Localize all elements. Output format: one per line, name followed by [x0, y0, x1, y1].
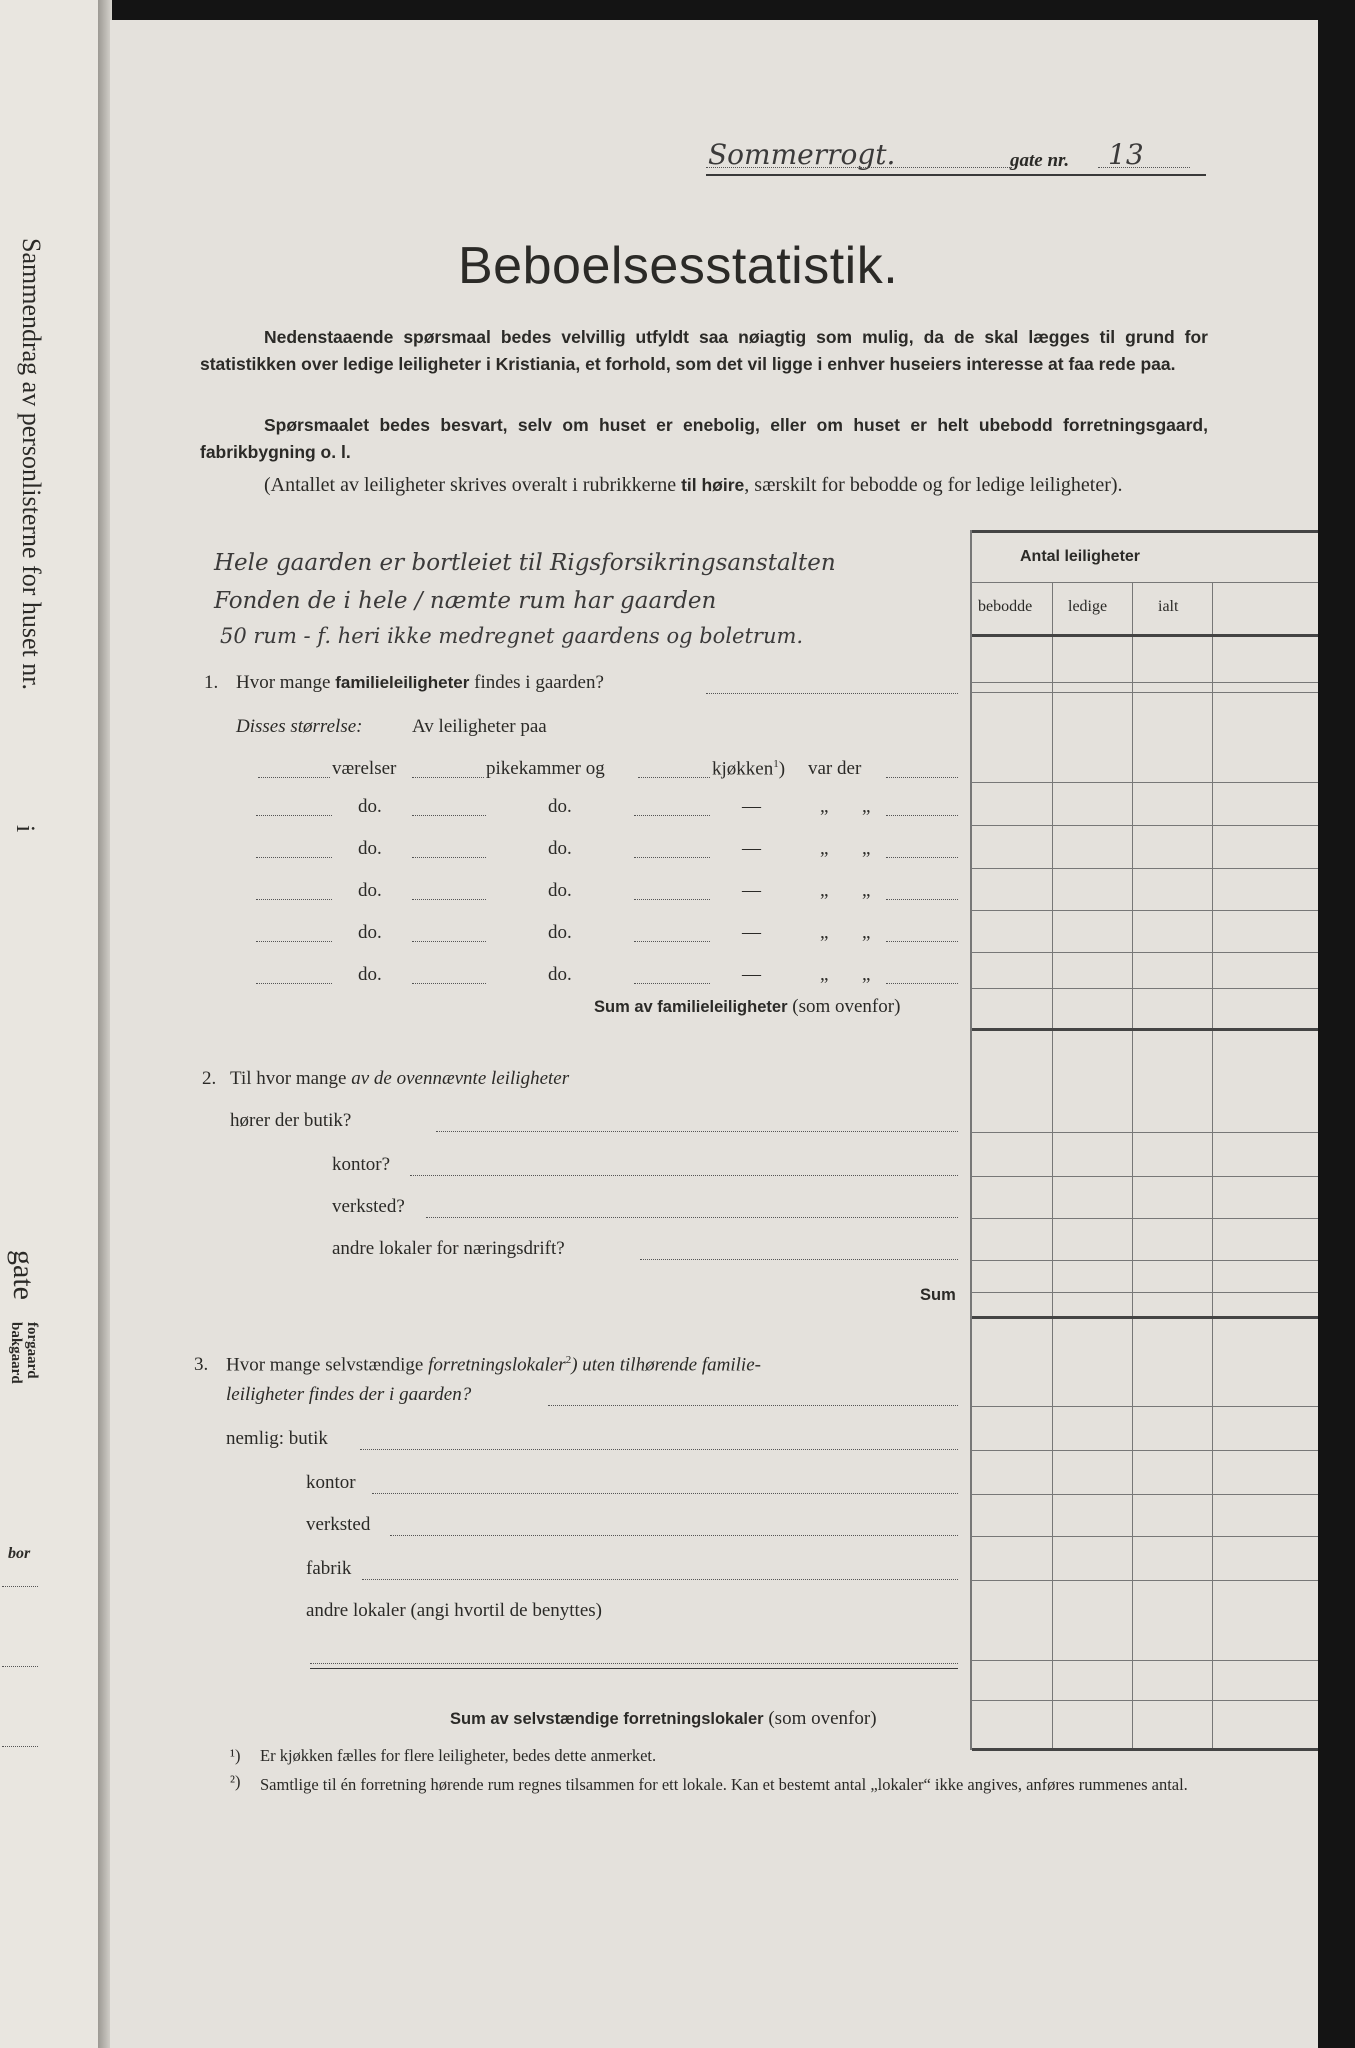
- var-der-leader: [886, 776, 958, 778]
- var-der-label: var der: [808, 758, 862, 779]
- q2-verksted-leader: [426, 1216, 958, 1218]
- table-header-rule: [972, 582, 1318, 583]
- do-label: do.: [548, 838, 572, 859]
- q3-andre: andre lokaler (angi hvortil de benyttes): [306, 1600, 602, 1621]
- do-label: do.: [358, 964, 382, 985]
- do-label: do.: [358, 838, 382, 859]
- q1-question: Hvor mange familieleiligheter findes i gaarden?: [236, 672, 604, 693]
- quote-mark: „: [862, 796, 871, 817]
- q3-blank-line[interactable]: [310, 1662, 958, 1664]
- q3-fabrik: fabrik: [306, 1558, 352, 1579]
- footnote-2: Samtlige til én forretning hørende rum regnes tilsammen for ett lokale. Kan et bestemt antal „lokaler“ ikke angives, anføres rummenes antal.: [260, 1775, 1188, 1794]
- table-title: Antal leiligheter: [1020, 548, 1141, 565]
- kjokken-blank[interactable]: [638, 776, 710, 778]
- pikekammer-label: pikekammer og: [486, 758, 605, 779]
- q2-andre: andre lokaler for næringsdrift?: [332, 1238, 565, 1259]
- page-title: Beboelsesstatistik.: [458, 237, 899, 295]
- rooms-blank[interactable]: [256, 856, 332, 858]
- row-rule: [972, 692, 1318, 693]
- row-rule: [972, 682, 1318, 683]
- row-rule: [972, 952, 1318, 953]
- footnote-1-mark: ¹): [230, 1746, 241, 1765]
- spine-gate: gate: [7, 1250, 40, 1300]
- number-dotted-line: [1098, 166, 1190, 168]
- table-bottom-rule: [972, 1748, 1318, 1751]
- rooms-blank[interactable]: [258, 776, 330, 778]
- row-rule: [972, 1176, 1318, 1177]
- intro-paragraph-2: Spørsmaalet bedes besvart, selv om huset er enebolig, eller om huset er helt ubebodd forretningsgaard, fabrikbygning o. l.: [200, 415, 1208, 462]
- row-rule: [972, 1260, 1318, 1261]
- quote-mark: „: [820, 922, 829, 943]
- previous-page: [0, 0, 100, 2048]
- q3-verksted: verksted: [306, 1514, 371, 1535]
- spine-mark: i: [11, 825, 40, 833]
- quote-mark: „: [820, 796, 829, 817]
- handwritten-note-line-1: Hele gaarden er bortleiet til Rigsforsikringsanstalten: [214, 550, 836, 576]
- do-label: do.: [358, 880, 382, 901]
- table-top-rule: [970, 530, 1318, 533]
- handwritten-note-line-3: 50 rum - f. heri ikke medregnet gaardens og boletrum.: [220, 624, 804, 648]
- q2-kontor: kontor?: [332, 1154, 391, 1175]
- dash-label: —: [742, 922, 761, 943]
- pikekammer-blank[interactable]: [412, 814, 486, 816]
- quote-mark: „: [862, 880, 871, 901]
- pikekammer-blank[interactable]: [412, 940, 486, 942]
- spine-dotted-line: [2, 1665, 38, 1667]
- table-left-border: [970, 530, 972, 1750]
- intro-paragraph-3: (Antallet av leiligheter skrives overalt i rubrikkerne til høire, særskilt for bebodde og for ledige leiligheter).: [264, 474, 1123, 496]
- do-label: do.: [548, 880, 572, 901]
- header-underline: [706, 174, 1206, 176]
- spine-bor: bor: [8, 1545, 31, 1562]
- rooms-blank[interactable]: [256, 940, 332, 942]
- row-leader: [886, 898, 958, 900]
- q3-question-cont: leiligheter findes der i gaarden?: [226, 1384, 472, 1405]
- sizes-text: Av leiligheter paa: [412, 716, 547, 737]
- spine-dotted-line: [2, 1745, 38, 1747]
- q2-sum: Sum: [920, 1286, 956, 1304]
- sum-forretningslokaler: Sum av selvstændige forretningslokaler (som ovenfor): [450, 1708, 877, 1729]
- row-leader: [886, 940, 958, 942]
- row-rule: [972, 1292, 1318, 1293]
- q2-number: 2.: [202, 1068, 217, 1089]
- table-header-bottom-rule: [972, 634, 1318, 637]
- row-rule: [972, 1494, 1318, 1495]
- footnote-2-mark: ²): [230, 1772, 241, 1791]
- q3-kontor: kontor: [306, 1472, 356, 1493]
- pikekammer-blank[interactable]: [412, 856, 486, 858]
- pikekammer-blank[interactable]: [412, 982, 486, 984]
- do-label: do.: [358, 922, 382, 943]
- row-rule: [972, 1406, 1318, 1407]
- q3-number: 3.: [194, 1354, 209, 1375]
- row-leader: [886, 856, 958, 858]
- q3-leader: [548, 1404, 958, 1406]
- table-divider-1: [1052, 582, 1053, 1750]
- spine-title: Sammendrag av personlisterne for huset nr.: [17, 238, 46, 690]
- q3-nemlig-butik: nemlig: butik: [226, 1428, 328, 1449]
- row-rule: [972, 910, 1318, 911]
- sum-familieleiligheter: Sum av familieleiligheter (som ovenfor): [594, 996, 901, 1017]
- sum-rule: [972, 1028, 1318, 1031]
- dash-label: —: [742, 964, 761, 985]
- do-label: do.: [548, 922, 572, 943]
- form-page: [110, 20, 1318, 2048]
- q3-butik-leader: [360, 1448, 958, 1450]
- row-rule: [972, 1450, 1318, 1451]
- q3-fabrik-leader: [362, 1578, 958, 1580]
- handwritten-note-line-2: Fonden de i hele / næmte rum har gaarden: [214, 588, 717, 614]
- quote-mark: „: [862, 964, 871, 985]
- q1-number: 1.: [204, 672, 219, 693]
- row-rule: [972, 1660, 1318, 1661]
- dash-label: —: [742, 796, 761, 817]
- rooms-blank[interactable]: [256, 814, 332, 816]
- pikekammer-blank[interactable]: [412, 776, 484, 778]
- q2-kontor-leader: [410, 1174, 958, 1176]
- row-rule: [972, 988, 1318, 989]
- row-rule: [972, 1580, 1318, 1581]
- sum-rule: [972, 1316, 1318, 1319]
- column-bebodde: bebodde: [978, 598, 1033, 615]
- street-dotted-line: [706, 166, 1012, 168]
- quote-mark: „: [820, 880, 829, 901]
- sizes-label: Disses størrelse:: [236, 716, 363, 737]
- kjokken-blank[interactable]: [634, 940, 710, 942]
- q3-verksted-leader: [390, 1534, 958, 1536]
- rooms-blank[interactable]: [256, 982, 332, 984]
- table-divider-3: [1212, 582, 1213, 1750]
- row-rule: [972, 868, 1318, 869]
- street-name-handwritten: Sommerrogt.: [708, 138, 896, 171]
- do-label: do.: [548, 796, 572, 817]
- q2-question: Til hvor mange av de ovennævnte leiligheter: [230, 1068, 570, 1089]
- dash-label: —: [742, 838, 761, 859]
- row-rule: [972, 1700, 1318, 1701]
- vaerelser-label: værelser: [332, 758, 397, 779]
- dash-label: —: [742, 880, 761, 901]
- gate-nr-label: gate nr.: [1010, 150, 1070, 171]
- row-rule: [972, 1536, 1318, 1537]
- footnote-1: Er kjøkken fælles for flere leiligheter, bedes dette anmerket.: [260, 1746, 657, 1765]
- spine-dotted-line: [2, 1585, 38, 1587]
- column-ialt: ialt: [1158, 598, 1179, 615]
- q3-blank-underline: [310, 1668, 958, 1669]
- row-leader: [886, 982, 958, 984]
- row-rule: [972, 1218, 1318, 1219]
- q1-dotted-leader: [706, 692, 958, 694]
- kjokken-label: kjøkken$^1$): [712, 758, 786, 780]
- quote-mark: „: [862, 838, 871, 859]
- rooms-blank[interactable]: [256, 898, 332, 900]
- quote-mark: „: [820, 838, 829, 859]
- q2-butik: hører der butik?: [230, 1110, 352, 1131]
- table-divider-2: [1132, 582, 1133, 1750]
- do-label: do.: [548, 964, 572, 985]
- spine-forgaard: forgaard: [24, 1322, 40, 1379]
- q3-question: Hvor mange selvstændige forretningslokaler$^2$) uten tilhørende familie-: [226, 1354, 761, 1376]
- quote-mark: „: [820, 964, 829, 985]
- intro-paragraph-1: Nedenstaaende spørsmaal bedes velvillig utfyldt saa nøiagtig som mulig, da de skal lægges til grund for statistikken over ledige leiligheter i Kristiania, et forhold, som det vil ligge i enhver huseiers interesse at faa rede paa.: [200, 327, 1208, 374]
- kjokken-blank[interactable]: [634, 856, 710, 858]
- q3-kontor-leader: [372, 1492, 958, 1494]
- house-number-handwritten: 13: [1108, 138, 1144, 171]
- q2-andre-leader: [640, 1258, 958, 1260]
- row-rule: [972, 782, 1318, 783]
- column-ledige: ledige: [1068, 598, 1108, 615]
- kjokken-blank[interactable]: [634, 982, 710, 984]
- kjokken-blank[interactable]: [634, 898, 710, 900]
- do-label: do.: [358, 796, 382, 817]
- row-leader: [886, 814, 958, 816]
- pikekammer-blank[interactable]: [412, 898, 486, 900]
- q2-butik-leader: [436, 1130, 958, 1132]
- row-rule: [972, 825, 1318, 826]
- q2-verksted: verksted?: [332, 1196, 405, 1217]
- quote-mark: „: [862, 922, 871, 943]
- row-rule: [972, 1132, 1318, 1133]
- kjokken-blank[interactable]: [634, 814, 710, 816]
- spine-bakgaard: bakgaard: [8, 1322, 24, 1384]
